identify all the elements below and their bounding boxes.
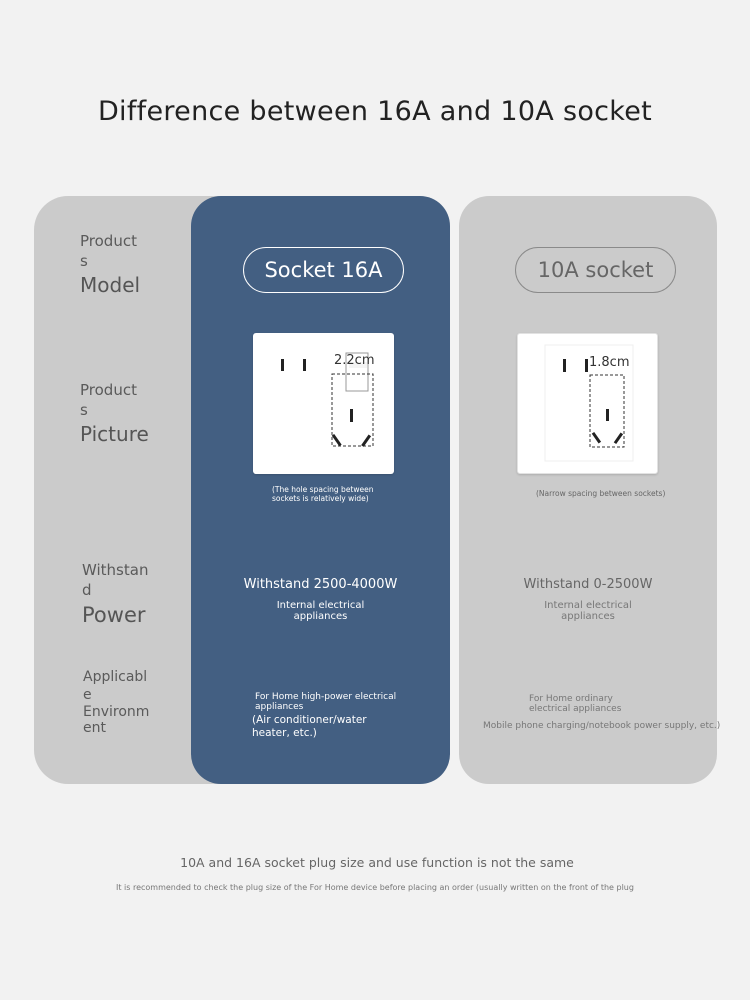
power-16a-sub: Internal electrical appliances (276, 600, 365, 622)
env-10a-line1: For Home ordinary electrical appliances (529, 694, 622, 714)
footer-recommendation: It is recommended to check the plug size of the For Home device before placing an order (usually written on the front of the plug (116, 883, 634, 892)
row-label-small: Withstan d (82, 561, 149, 599)
row-label-picture (80, 380, 190, 448)
row-label-large: Picture (80, 422, 149, 446)
row-label-power (82, 560, 192, 630)
row-label-model (80, 231, 190, 299)
spacing-10a-label: 1.8cm (589, 355, 630, 370)
model-10a-badge: 10A socket (515, 247, 676, 293)
note-10a: (Narrow spacing between sockets) (536, 489, 666, 498)
row-label-large: Power (82, 603, 146, 627)
row-label-small: Applicabl e (83, 669, 148, 703)
spacing-16a-label: 2.2cm (334, 353, 375, 368)
row-label-large: Environm ent (83, 704, 150, 736)
footer-summary: 10A and 16A socket plug size and use function is not the same (180, 855, 574, 870)
row-label-environment (83, 668, 193, 736)
row-label-large: Model (80, 273, 141, 297)
note-16a: (The hole spacing between sockets is relatively wide) (272, 485, 374, 503)
env-16a-line2: (Air conditioner/water heater, etc.) (252, 714, 367, 739)
socket-10a-image (517, 333, 658, 474)
page-title: Difference between 16A and 10A socket (97, 96, 653, 127)
env-10a-line2: Mobile phone charging/notebook power supply, etc.) (483, 721, 721, 731)
power-16a: Withstand 2500-4000W (243, 577, 398, 592)
model-16a-badge: Socket 16A (243, 247, 404, 293)
env-16a-line1: For Home high-power electrical appliances (255, 692, 397, 712)
row-label-small: Product s (80, 381, 137, 419)
row-label-small: Product s (80, 232, 137, 270)
power-10a: Withstand 0-2500W (523, 577, 653, 592)
power-10a-sub: Internal electrical appliances (544, 600, 632, 622)
